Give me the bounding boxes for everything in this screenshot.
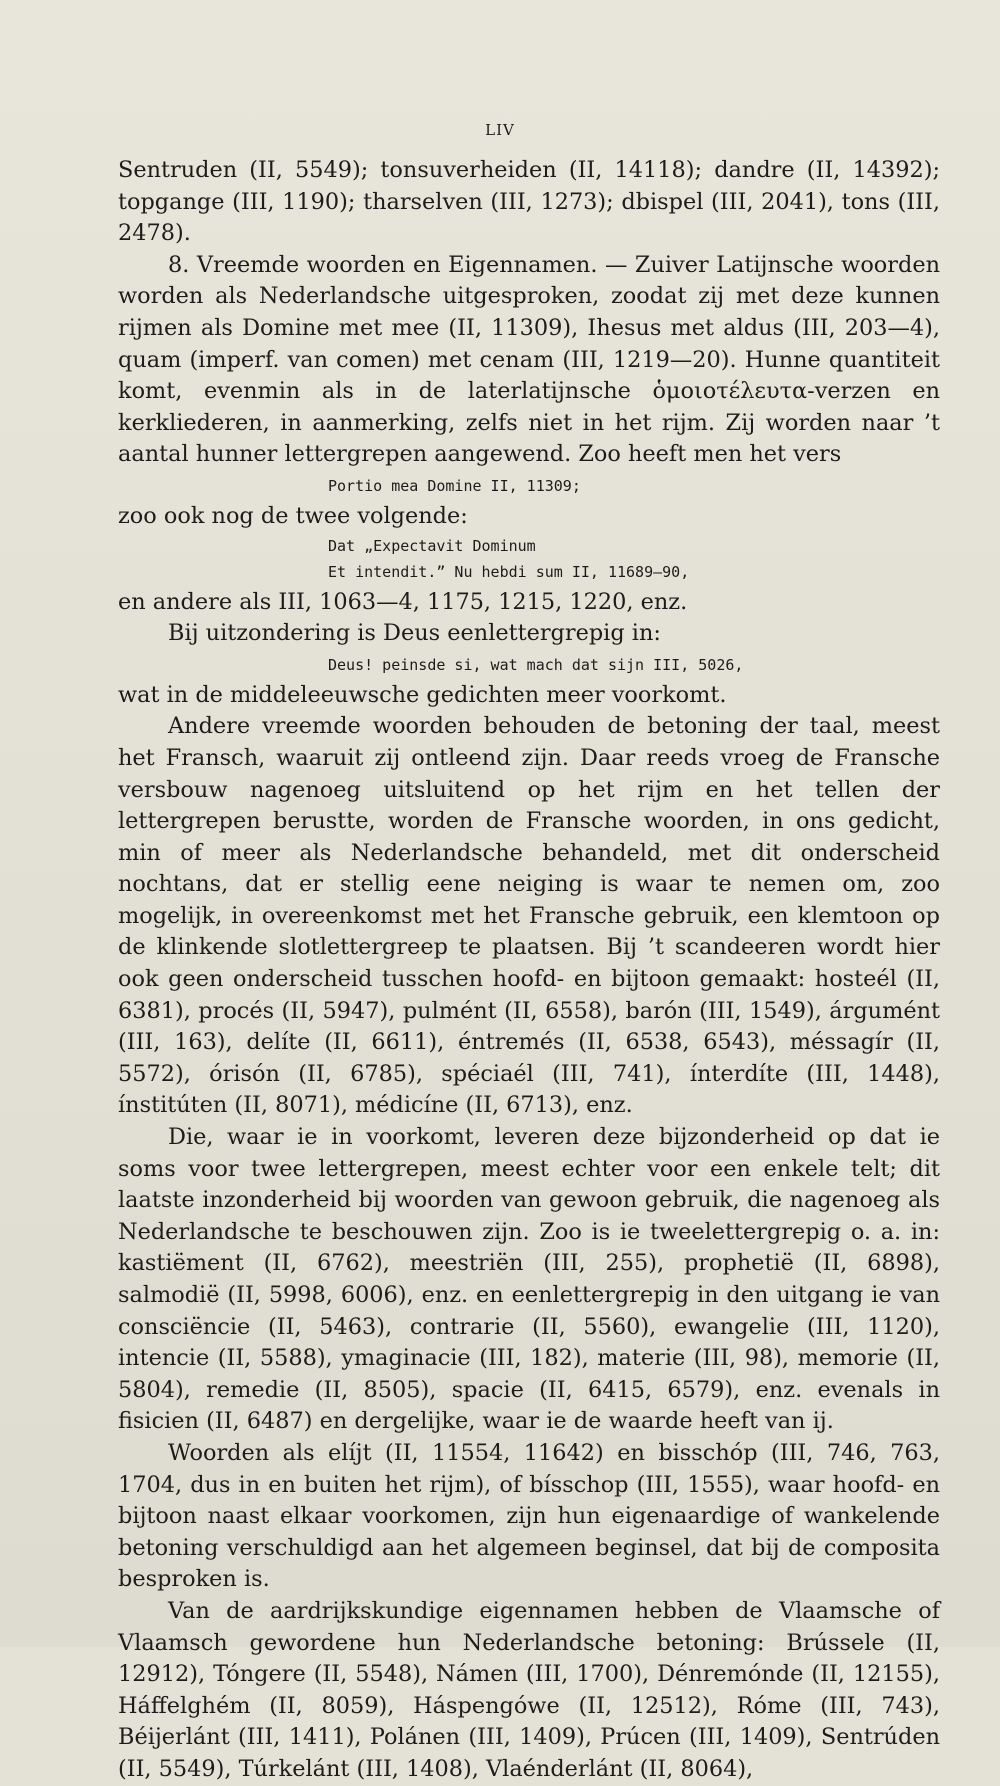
- paragraph: Sentruden (II, 5549); tonsuverheiden (II, 14118); dandre (II, 14392); topgange (III, 1190); tharselven (III, 1273); dbispel (III, 2041), tons (III, 2478).: [118, 157, 940, 247]
- paragraph: Andere vreemde woorden behouden de betoning der taal, meest het Fransch, waaruit zij ontleend zijn. Daar reeds vroeg de Fransche versbouw nagenoeg uitsluitend op het rijm en het tellen der lettergrepen berustte, worden de Fransche woorden, in ons gedicht, min of meer als Nederlandsche behandeld, met dit onderscheid nochtans, dat er stellig eene neiging is waar te nemen om, zoo mogelijk, in overeenkomst met het Fransche gebruik, een klemtoon op de klinkende slotlettergreep te plaatsen. Bij ’t scandeeren wordt hier ook geen onderscheid tusschen hoofd- en bijtoon gemaakt: hosteél (II, 6381), procés (II, 5947), pulmént (II, 6558), barón (III, 1549), árgumént (III, 163), delíte (II, 6611), éntremés (II, 6538, 6543), méssagír (II, 5572), órisón (II, 6785), spéciaél (III, 741), ínterdíte (III, 1448), ínstitúten (II, 8071), médicíne (II, 6713), enz.: [118, 713, 940, 1119]
- body-text: [118, 155, 940, 1786]
- paragraph: Woorden als elíjt (II, 11554, 11642) en bisschóp (III, 746, 763, 1704, dus in en buiten het rijm), of bísschop (III, 1555), waar hoofd- en bijtoon naast elkaar voorkomen, zijn hun eigenaardige of wankelende betoning verschuldigd aan het algemeen beginsel, dat bij de composita besproken is.: [118, 1439, 940, 1593]
- paragraph: Van de aardrijkskundige eigennamen hebben de Vlaamsche of Vlaamsch gewordene hun Nederlandsche betoning: Brússele (II, 12912), Tóngere (II, 5548), Námen (III, 1700), Dénremónde (II, 12155), Háffelghém (II, 8059), Háspengówe (II, 12512), Róme (III, 743), Béijerlánt (III, 1411), Polánen (III, 1409), Prúcen (III, 1409), Sentrúden (II, 5549), Túrkelánt (III, 1408), Vlaénderlánt (II, 8064),: [118, 1597, 940, 1782]
- citation: Portio mea Domine II, 11309;: [328, 476, 581, 495]
- section-8-paragraph: 8. Vreemde woorden en Eigennamen. — Zuiver Latijnsche woorden worden als Nederlandsche uitgesproken, zoodat zij met deze kunnen rijmen als Domine met mee (II, 11309), Ihesus met aldus (III, 203—4), quam (imperf. van comen) met cenam (III, 1219—20). Hunne quantiteit komt, evenmin als in de laterlatijnsche ὁμοιοτέλευτα-verzen en kerkliederen, in aanmerking, zelfs niet in het rijm. Zij worden naar ’t aantal hunner lettergrepen aangewend. Zoo heeft men het vers: [118, 251, 940, 468]
- page-number: LIV: [485, 121, 515, 139]
- citation: Dat „Expectavit Dominum: [328, 536, 536, 555]
- paragraph: Bij uitzondering is Deus eenlettergrepig in:: [168, 620, 661, 647]
- citation: Deus! peinsde si, wat mach dat sijn III, 5026,: [328, 655, 744, 674]
- citation: Et intendit.” Nu hebdi sum II, 11689—90,: [328, 562, 690, 581]
- paragraph: en andere als III, 1063—4, 1175, 1215, 1220, enz.: [118, 588, 688, 615]
- paragraph: zoo ook nog de twee volgende:: [118, 502, 468, 529]
- paragraph: Die, waar ie in voorkomt, leveren deze bijzonderheid op dat ie soms voor twee lettergrepen, meest echter voor een enkele telt; dit laatste inzonderheid bij woorden van gewoon gebruik, die nagenoeg als Nederlandsche te beschouwen zijn. Zoo is ie tweelettergrepig o. a. in: kastiëment (II, 6762), meestriën (III, 255), prophetië (II, 6898), salmodië (II, 5998, 6006), enz. en eenlettergrepig in den uitgang ie van consciëncie (II, 5463), contrarie (II, 5560), ewangelie (III, 1120), intencie (II, 5588), ymaginacie (III, 182), materie (III, 98), memorie (II, 5804), remedie (II, 8505), spacie (II, 6415, 6579), enz. evenals in fisicien (II, 6487) en dergelijke, waar ie de waarde heeft van ij.: [118, 1124, 940, 1435]
- paragraph: wat in de middeleeuwsche gedichten meer voorkomt.: [118, 681, 727, 708]
